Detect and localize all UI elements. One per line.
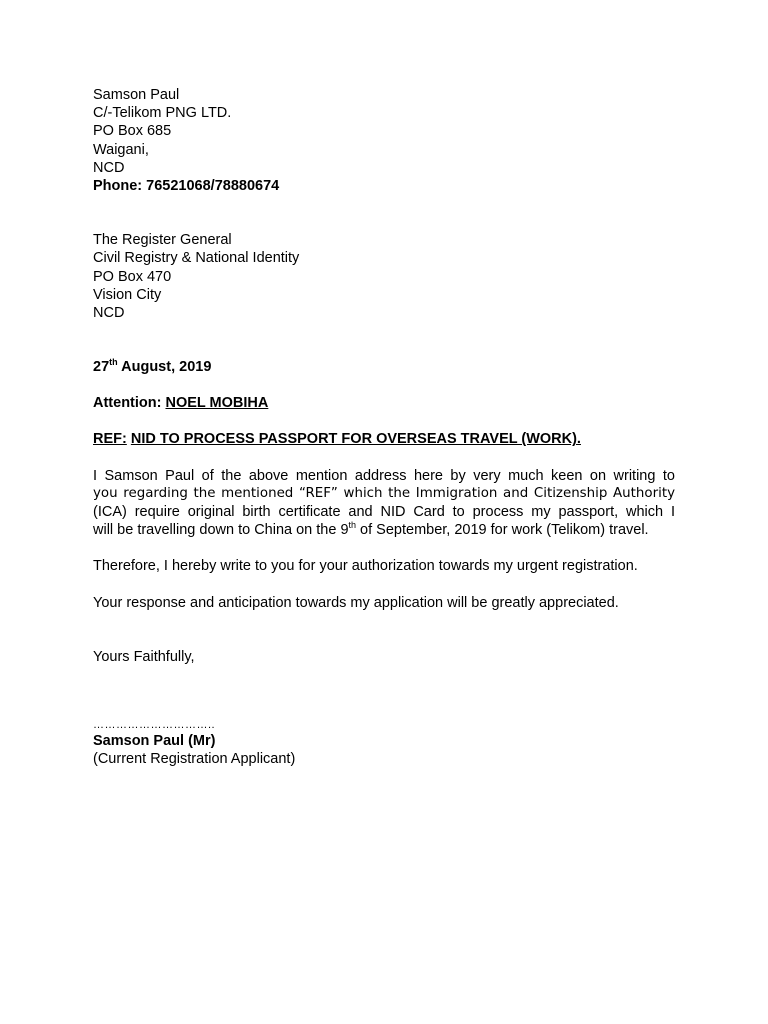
paragraph-1-line-4-end: of September, 2019 for work (Telikom) travel. bbox=[356, 522, 649, 539]
sender-phone: Phone: 76521068/78880674 bbox=[93, 177, 280, 194]
signatory-name: Samson Paul (Mr) bbox=[93, 732, 216, 749]
paragraph-1-line-4-start: will be travelling down to China on the 9 bbox=[93, 522, 349, 539]
sender-name: Samson Paul bbox=[93, 87, 180, 103]
reference-line bbox=[93, 430, 675, 448]
body-paragraph-1 bbox=[93, 467, 675, 540]
letter-date bbox=[93, 358, 675, 376]
signature-line: ………………………….. bbox=[93, 718, 216, 731]
sender-suburb: Waigani, bbox=[93, 141, 149, 158]
date-suffix: th bbox=[109, 357, 118, 368]
recipient-address bbox=[93, 231, 675, 322]
sender-region: NCD bbox=[93, 159, 125, 176]
paragraph-1-line-4-suffix: th bbox=[348, 520, 357, 531]
attention-name: NOEL MOBIHA bbox=[165, 395, 269, 412]
body-paragraph-2: Therefore, I hereby write to you for your authorization towards my urgent registration. bbox=[93, 558, 638, 575]
attention-label: Attention: bbox=[93, 395, 162, 412]
paragraph-1-line-2: you regarding the mentioned “REF” which the Immigration and Citizenship Authority bbox=[93, 485, 675, 501]
sender-address bbox=[93, 86, 675, 195]
recipient-title: The Register General bbox=[93, 232, 232, 249]
valediction: Yours Faithfully, bbox=[93, 648, 195, 665]
recipient-city: Vision City bbox=[93, 286, 162, 303]
signatory-role: (Current Registration Applicant) bbox=[93, 751, 296, 768]
body-paragraph-3: Your response and anticipation towards my application will be greatly appreciated. bbox=[93, 594, 619, 611]
sender-po-box: PO Box 685 bbox=[93, 123, 172, 140]
recipient-po-box: PO Box 470 bbox=[93, 268, 172, 285]
date-day: 27 bbox=[93, 359, 110, 376]
date-rest: August, 2019 bbox=[117, 359, 212, 376]
attention-line bbox=[93, 394, 675, 412]
paragraph-1-line-3: (ICA) require original birth certificate and NID Card to process my passport, which I bbox=[93, 504, 675, 520]
letter bbox=[93, 86, 675, 768]
ref-label: REF: bbox=[93, 431, 127, 448]
paragraph-1-line-4 bbox=[93, 521, 675, 539]
ref-subject: NID TO PROCESS PASSPORT FOR OVERSEAS TRAVEL (WORK). bbox=[130, 431, 581, 448]
sender-company: C/-Telikom PNG LTD. bbox=[93, 105, 232, 122]
recipient-organisation: Civil Registry & National Identity bbox=[93, 250, 300, 267]
recipient-region: NCD bbox=[93, 304, 125, 321]
paragraph-1-line-1: I Samson Paul of the above mention address here by very much keen on writing to bbox=[93, 467, 675, 484]
